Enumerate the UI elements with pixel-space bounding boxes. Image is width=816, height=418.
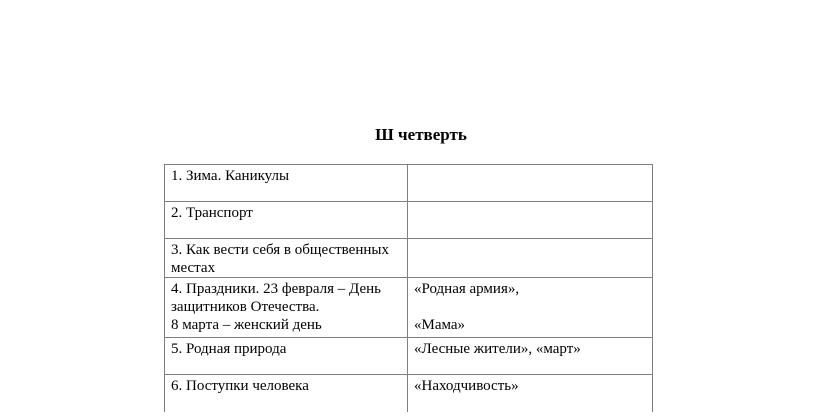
topic-cell xyxy=(165,278,408,338)
text-cell xyxy=(408,375,653,412)
text-cell xyxy=(408,165,653,202)
text-cell xyxy=(408,239,653,278)
topic-line: 8 марта – женский день xyxy=(171,317,322,333)
table-row xyxy=(165,239,653,278)
table-row xyxy=(165,278,653,338)
text-line: «Родная армия», xyxy=(414,281,520,297)
topic-line: 4. Праздники. 23 февраля – День xyxy=(171,281,381,297)
table-row xyxy=(165,375,653,412)
text-cell xyxy=(408,278,653,338)
text-cell xyxy=(408,202,653,239)
lesson-plan-table xyxy=(164,164,653,412)
text-line: «Мама» xyxy=(414,317,466,333)
topic-line: 2. Транспорт xyxy=(171,205,253,221)
topic-line: 5. Родная природа xyxy=(171,341,287,357)
topic-line: 1. Зима. Каникулы xyxy=(171,168,290,184)
topic-line: местах xyxy=(171,260,216,276)
text-spacer xyxy=(414,298,646,316)
table-row xyxy=(165,338,653,375)
topic-cell xyxy=(165,338,408,375)
topic-cell xyxy=(165,375,408,412)
topic-line: защитников Отечества. xyxy=(171,299,320,315)
text-line: «Лесные жители», «март» xyxy=(414,341,581,357)
text-cell xyxy=(408,338,653,375)
topic-cell xyxy=(165,202,408,239)
page-title: Ш четверть xyxy=(375,125,467,144)
table-row xyxy=(165,202,653,239)
topic-line: 6. Поступки человека xyxy=(171,378,309,394)
table-row xyxy=(165,165,653,202)
topic-line: 3. Как вести себя в общественных xyxy=(171,242,389,258)
topic-cell xyxy=(165,239,408,278)
topic-cell xyxy=(165,165,408,202)
text-line: «Находчивость» xyxy=(414,378,519,394)
